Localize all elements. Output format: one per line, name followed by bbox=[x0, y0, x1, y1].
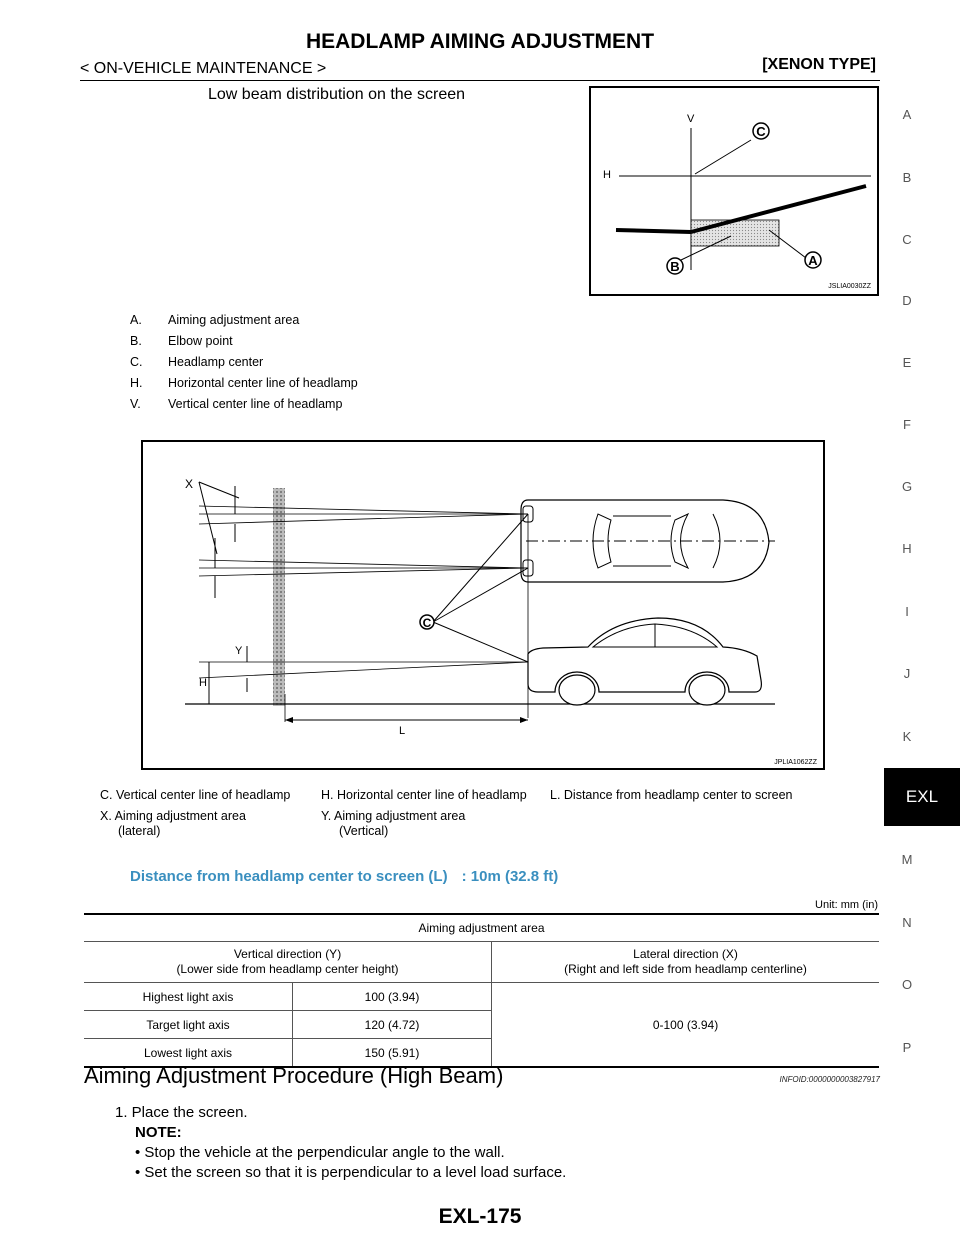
lateral-value: 0-100 (3.94) bbox=[492, 983, 880, 1068]
side-index-m[interactable]: M bbox=[901, 852, 913, 867]
table-header: Aiming adjustment area bbox=[84, 914, 879, 942]
table-row: Lowest light axis 150 (5.91) bbox=[84, 1039, 879, 1068]
label-h: H bbox=[603, 169, 611, 181]
legend-item: H. Horizontal center line of headlamp bbox=[130, 376, 358, 390]
col-header-vertical: Vertical direction (Y) (Lower side from headlamp center height) bbox=[84, 942, 492, 983]
table-row: Target light axis 120 (4.72) bbox=[84, 1011, 879, 1039]
section-title: Aiming Adjustment Procedure (High Beam) bbox=[84, 1063, 504, 1088]
leader-c bbox=[695, 140, 751, 174]
low-beam-diagram bbox=[591, 88, 877, 294]
figure2-code: JPLIA1062ZZ bbox=[774, 759, 817, 766]
figure2-box bbox=[141, 440, 825, 770]
side-index-h[interactable]: H bbox=[902, 541, 912, 556]
side-index-p[interactable]: P bbox=[902, 1040, 912, 1055]
side-index-a[interactable]: A bbox=[902, 107, 912, 122]
side-index-i[interactable]: I bbox=[905, 604, 909, 619]
breadcrumb: < ON-VEHICLE MAINTENANCE > bbox=[80, 60, 327, 77]
legend-item: B. Elbow point bbox=[130, 334, 233, 348]
page-number: EXL-175 bbox=[438, 1205, 522, 1228]
aiming-setup-diagram bbox=[143, 442, 823, 768]
col-header-lateral: Lateral direction (X) (Right and left side from headlamp centerline) bbox=[492, 942, 880, 983]
cutoff-left bbox=[616, 230, 691, 232]
legend-item: C. Vertical center line of headlamp bbox=[100, 788, 291, 802]
figure1-code: JSLIA0030ZZ bbox=[828, 283, 871, 290]
note-label: NOTE: bbox=[135, 1124, 182, 1141]
svg-text:A: A bbox=[808, 253, 818, 268]
header-rule bbox=[80, 80, 880, 81]
label-y: Y bbox=[235, 645, 243, 657]
note-bullet: • Stop the vehicle at the perpendicular angle to the wall. bbox=[135, 1144, 505, 1161]
aiming-area bbox=[691, 220, 779, 246]
screen-wall bbox=[273, 488, 285, 706]
distance-spec: Distance from headlamp center to screen (L) : 10m (32.8 ft) bbox=[130, 868, 559, 885]
label-v: V bbox=[687, 113, 695, 125]
side-index-b[interactable]: B bbox=[902, 170, 912, 185]
side-index-f[interactable]: F bbox=[903, 417, 911, 432]
label-x: X bbox=[185, 477, 194, 491]
legend-item: Y. Aiming adjustment area (Vertical) bbox=[321, 809, 466, 838]
figure1-box bbox=[589, 86, 879, 296]
legend-item: X. Aiming adjustment area (lateral) bbox=[100, 809, 246, 838]
table-unit: Unit: mm (in) bbox=[815, 899, 878, 911]
step-1: 1. Place the screen. bbox=[115, 1104, 248, 1121]
legend-item: V. Vertical center line of headlamp bbox=[130, 397, 343, 411]
legend-item: H. Horizontal center line of headlamp bbox=[321, 788, 527, 802]
page-title: HEADLAMP AIMING ADJUSTMENT bbox=[305, 30, 655, 53]
legend-item: C. Headlamp center bbox=[130, 355, 264, 369]
front-wheel bbox=[559, 675, 595, 705]
rear-wheel bbox=[689, 675, 725, 705]
label-h: H bbox=[199, 677, 207, 689]
side-index-e[interactable]: E bbox=[902, 355, 912, 370]
note-bullet: • Set the screen so that it is perpendicular to a level load surface. bbox=[135, 1164, 567, 1181]
side-index-k[interactable]: K bbox=[902, 729, 912, 744]
side-index-c[interactable]: C bbox=[902, 232, 912, 247]
legend-item: L. Distance from headlamp center to screen bbox=[550, 788, 793, 802]
svg-text:C: C bbox=[756, 124, 766, 139]
label-l: L bbox=[399, 725, 406, 737]
aiming-table bbox=[84, 913, 879, 1068]
beam-lines bbox=[199, 506, 528, 722]
figure1-caption: Low beam distribution on the screen bbox=[208, 86, 466, 103]
type-tag: [XENON TYPE] bbox=[762, 56, 876, 73]
side-index-j[interactable]: J bbox=[903, 666, 911, 681]
svg-text:B: B bbox=[670, 259, 680, 274]
side-index-g[interactable]: G bbox=[901, 479, 913, 494]
side-index-o[interactable]: O bbox=[901, 977, 913, 992]
info-id: INFOID:0000000003827917 bbox=[779, 1075, 880, 1084]
legend-item: A. Aiming adjustment area bbox=[130, 313, 300, 327]
side-index-exl-active[interactable]: EXL bbox=[884, 768, 960, 826]
table-row: Highest light axis 100 (3.94) 0-100 (3.94) bbox=[84, 983, 879, 1011]
svg-text:C: C bbox=[422, 616, 432, 630]
side-index-n[interactable]: N bbox=[902, 915, 912, 930]
side-index-d[interactable]: D bbox=[902, 293, 912, 308]
